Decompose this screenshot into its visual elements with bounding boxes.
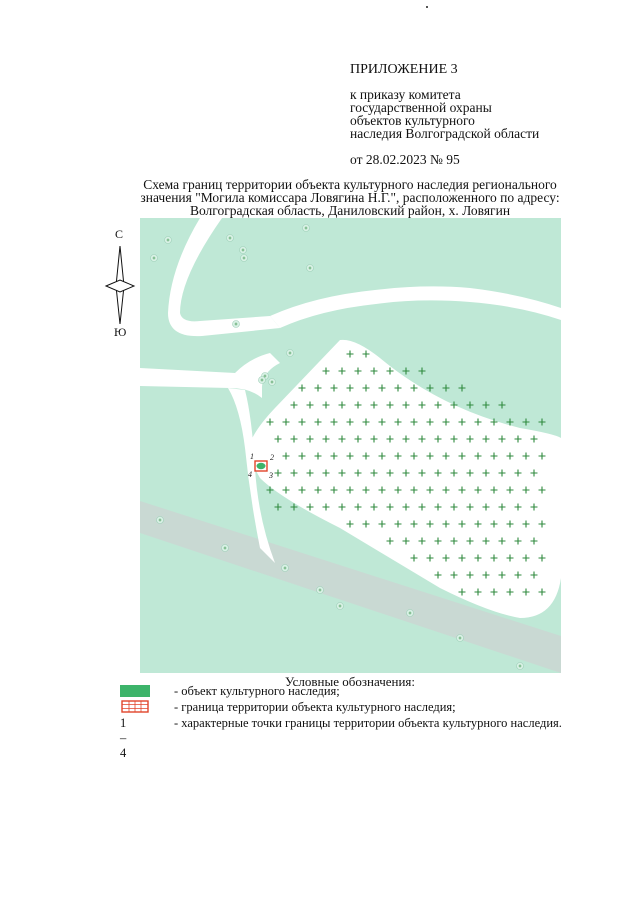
point-label-1: 1 bbox=[250, 452, 254, 461]
points-range-symbol: 1 – 4 bbox=[120, 716, 127, 760]
scheme-title-line: Схема границ территории объекта культурного наследия регионального bbox=[143, 177, 557, 192]
point-label-3: 3 bbox=[269, 471, 273, 480]
compass-north-label: С bbox=[115, 228, 124, 241]
heritage-object bbox=[257, 463, 266, 469]
scheme-title-line: Волгоградская область, Даниловский район, х. Ловягин bbox=[189, 203, 511, 218]
compass-cross bbox=[106, 280, 134, 292]
order-line: государственной охраны bbox=[350, 100, 492, 115]
legend-text: - объект культурного наследия; bbox=[174, 684, 340, 698]
order-line: объектов культурного bbox=[350, 113, 475, 128]
order-date: от 28.02.2023 № 95 bbox=[350, 152, 460, 167]
order-reference bbox=[350, 88, 539, 140]
legend-text: - характерные точки границы территории объекта культурного наследия. bbox=[174, 716, 562, 730]
order-line: к приказу комитета bbox=[350, 87, 461, 102]
scan-speck bbox=[426, 6, 428, 8]
legend-title: Условные обозначения: bbox=[284, 674, 416, 689]
order-line: наследия Волгоградской области bbox=[350, 126, 540, 141]
object-swatch bbox=[120, 685, 150, 697]
scheme-title-line: значения "Могила комиссара Ловягина Н.Г.", расположенного по адресу: bbox=[140, 190, 560, 205]
compass-south-label: Ю bbox=[114, 325, 127, 339]
appendix-title: ПРИЛОЖЕНИЕ 3 bbox=[350, 62, 458, 77]
legend-text: - граница территории объекта культурного наследия; bbox=[174, 700, 456, 714]
point-label-2: 2 bbox=[270, 453, 274, 462]
site-map bbox=[140, 218, 561, 673]
scheme-title bbox=[90, 178, 610, 217]
point-label-4: 4 bbox=[248, 470, 252, 479]
boundary-swatch bbox=[120, 700, 150, 714]
compass-icon bbox=[102, 228, 138, 340]
